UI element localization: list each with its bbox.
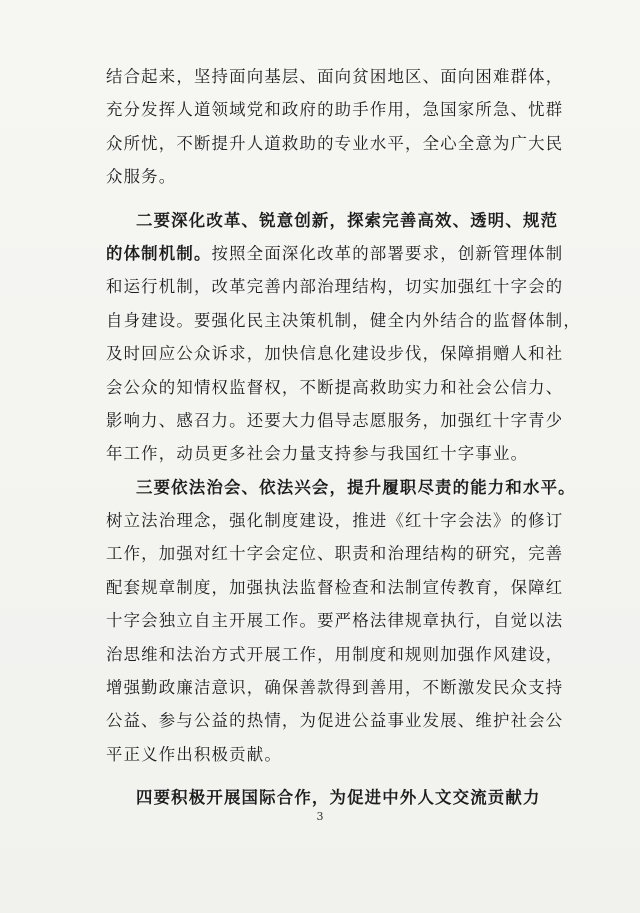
text-line [106,304,581,337]
text-run: 及时回应公众诉求，加快信息化建设步伐，保障捐赠人和社 [106,344,564,364]
text-line [106,60,564,93]
text-line [106,127,564,160]
text-run: 配套规章制度，加强执法监督检查和法制宣传教育，保障红 [106,577,564,597]
text-line [106,237,564,270]
page-number: 3 [316,810,324,823]
text-line [106,504,564,537]
text-line [106,738,546,771]
text-run: 增强勤政廉洁意识，确保善款得到善用，不断激发民众支持 [106,678,564,698]
text-run: 按照全面深化改革的部署要求，创新管理体制 [211,243,564,263]
text-line [106,270,564,303]
text-run: 会公众的知情权监督权，不断提高救助实力和社会公信力、 [106,377,564,397]
heading-run: 四要积极开展国际合作，为促进中外人文交流贡献力 [136,788,541,808]
document-body [106,60,581,815]
text-run: 和运行机制，改革完善内部治理结构，切实加强红十字会的 [106,277,564,297]
text-line [106,638,564,671]
paragraph-3 [106,471,576,772]
heading-run: 三要依法治会、依法兴会，提升履职尽责的能力和水平。 [136,477,576,497]
paragraph-1 [106,60,564,194]
text-run: 十字会独立自主开展工作。要严格法律规章执行，自觉以法 [106,611,564,631]
text-line [106,537,564,570]
text-run: 治思维和法治方式开展工作，用制度和规则加强作风建设， [106,644,564,664]
text-line [106,471,576,504]
text-line [106,604,564,637]
text-line [106,204,559,237]
text-run: 自身建设。要强化民主决策机制，健全内外结合的监督体制， [106,310,581,330]
heading-run: 二要深化改革、锐意创新，探索完善高效、透明、规范 [136,210,559,230]
text-line [106,337,564,370]
text-line [106,404,564,437]
text-line [106,160,546,193]
text-line [106,671,564,704]
paragraph-2 [106,204,581,471]
text-line [106,704,564,737]
text-line [106,437,546,470]
heading-run: 的体制机制。 [106,243,212,263]
text-run: 众所忧，不断提升人道救助的专业水平，全心全意为广大民 [106,133,564,153]
text-run: 影响力、感召力。还要大力倡导志愿服务，加强红十字青少 [106,410,564,430]
text-run: 树立法治理念，强化制度建设，推进《红十字会法》的修订 [106,511,564,531]
text-run: 平正义作出积极贡献。 [106,744,282,764]
text-run: 众服务。 [106,167,177,187]
text-run: 结合起来，坚持面向基层、面向贫困地区、面向困难群体， [106,67,564,86]
text-line [106,371,564,404]
text-run: 工作，加强对红十字会定位、职责和治理结构的研究，完善 [106,544,564,564]
text-line [106,571,564,604]
text-run: 充分发挥人道领域党和政府的助手作用，急国家所急、忧群 [106,100,564,120]
text-line [106,93,564,126]
text-run: 年工作，动员更多社会力量支持参与我国红十字事业。 [106,444,529,464]
text-run: 公益、参与公益的热情，为促进公益事业发展、维护社会公 [106,711,564,731]
